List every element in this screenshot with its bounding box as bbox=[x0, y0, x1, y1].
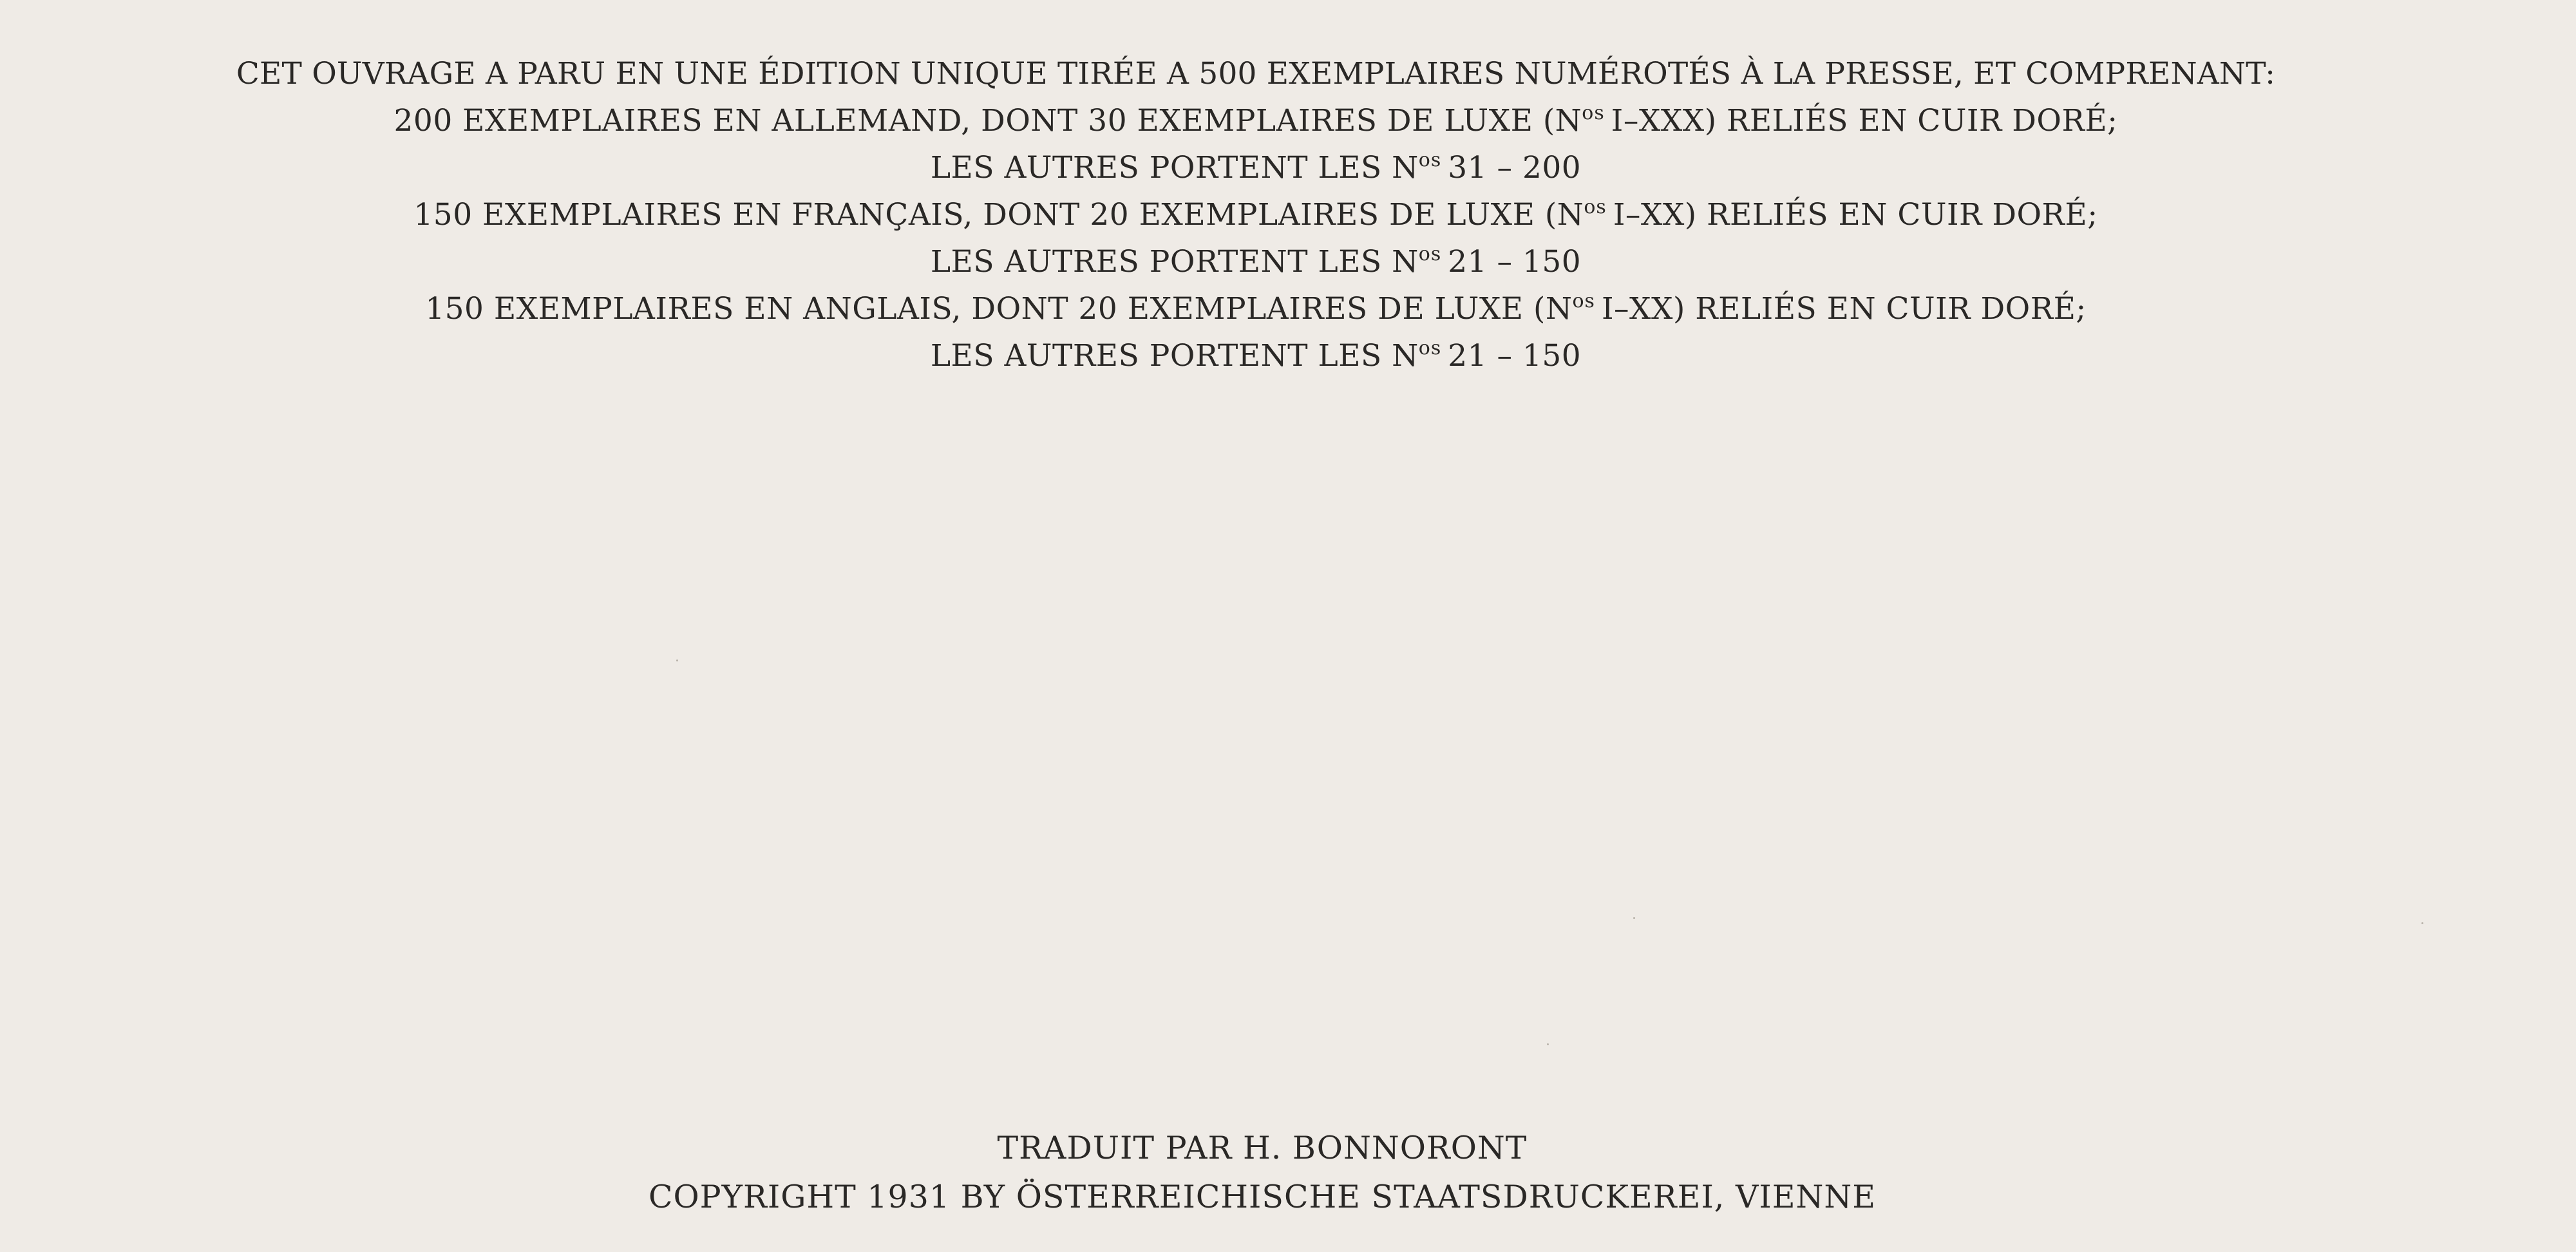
numero-superscript: os bbox=[1584, 196, 1607, 218]
german-others-range: 31 – 200 bbox=[1448, 150, 1582, 185]
french-edition-text: 150 EXEMPLAIRES EN FRANÇAIS, DONT 20 EXEMPLAIRES DE LUXE (N bbox=[413, 197, 1584, 232]
english-edition-line bbox=[0, 285, 2512, 332]
french-luxe-range: I–XX) RELIÉS EN CUIR DORÉ; bbox=[1613, 197, 2098, 232]
english-others-text: LES AUTRES PORTENT LES N bbox=[930, 338, 1419, 374]
paper-speck bbox=[1547, 1043, 1549, 1045]
imprint bbox=[0, 1124, 2524, 1222]
english-luxe-range: I–XX) RELIÉS EN CUIR DORÉ; bbox=[1601, 291, 2087, 327]
paper-speck bbox=[676, 659, 678, 661]
paper-speck bbox=[2421, 922, 2423, 924]
numero-superscript: os bbox=[1418, 243, 1442, 265]
french-others-line bbox=[0, 238, 2512, 285]
numero-superscript: os bbox=[1572, 290, 1595, 312]
german-others-text: LES AUTRES PORTENT LES N bbox=[930, 150, 1419, 185]
french-others-range: 21 – 150 bbox=[1448, 244, 1582, 280]
paper-speck bbox=[1633, 917, 1635, 919]
german-edition-line bbox=[0, 97, 2512, 144]
german-edition-text: 200 EXEMPLAIRES EN ALLEMAND, DONT 30 EXEMPLAIRES DE LUXE (N bbox=[393, 103, 1582, 138]
edition-intro-text: CET OUVRAGE A PARU EN UNE ÉDITION UNIQUE TIRÉE A 500 EXEMPLAIRES NUMÉROTÉS À LA PRESSE, ET COMPRENANT: bbox=[236, 56, 2276, 91]
copyright-notice: COPYRIGHT 1931 BY ÖSTERREICHISCHE STAATSDRUCKEREI, VIENNE bbox=[649, 1179, 1876, 1215]
french-edition-line bbox=[0, 191, 2512, 238]
edition-notice bbox=[0, 50, 2512, 379]
numero-superscript: os bbox=[1418, 149, 1442, 171]
english-others-line bbox=[0, 332, 2512, 379]
french-others-text: LES AUTRES PORTENT LES N bbox=[930, 244, 1419, 280]
english-edition-text: 150 EXEMPLAIRES EN ANGLAIS, DONT 20 EXEMPLAIRES DE LUXE (N bbox=[425, 291, 1573, 327]
numero-superscript: os bbox=[1582, 102, 1605, 124]
german-luxe-range: I–XXX) RELIÉS EN CUIR DORÉ; bbox=[1611, 103, 2118, 138]
translator-credit: TRADUIT PAR H. BONNORONT bbox=[997, 1130, 1528, 1166]
english-others-range: 21 – 150 bbox=[1448, 338, 1582, 374]
german-others-line bbox=[0, 144, 2512, 191]
edition-intro-line bbox=[0, 50, 2512, 97]
numero-superscript: os bbox=[1418, 337, 1442, 359]
